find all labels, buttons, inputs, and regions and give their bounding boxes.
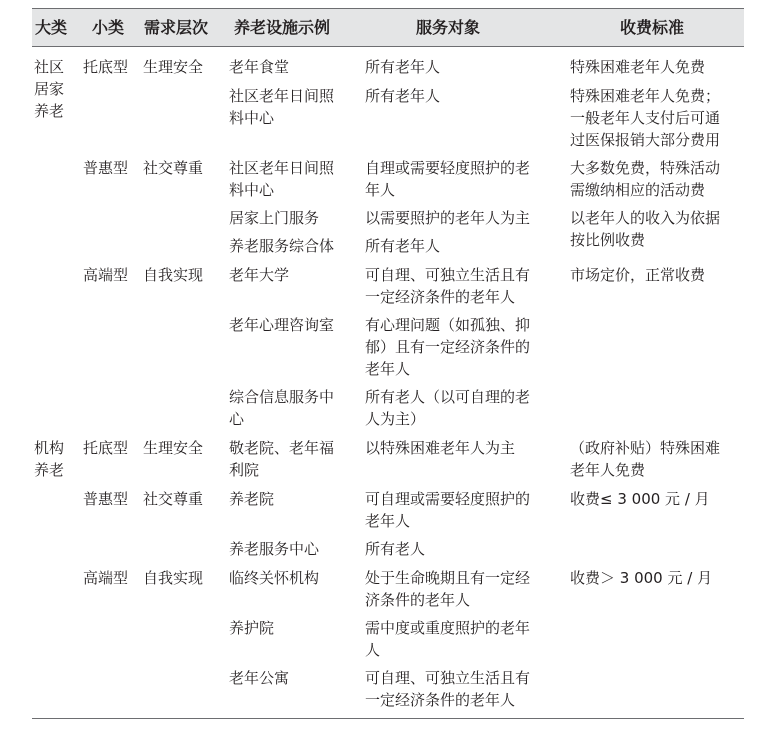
cell-facility: 养护院 <box>229 619 275 637</box>
cell-facility: 老年心理咨询室 <box>229 316 335 334</box>
cell-target: 需中度或重度照护的老年 人 <box>365 619 531 659</box>
cell-target: 所有老年人 <box>365 87 441 105</box>
cell-fee: 以老年人的收入为依据 按比例收费 <box>570 209 721 249</box>
cell-facility: 老年食堂 <box>229 58 290 76</box>
header-service-target: 服务对象 <box>416 18 481 37</box>
cell-level: 自我实现 <box>143 266 204 284</box>
cell-subtype: 高端型 <box>83 266 129 284</box>
cell-facility: 老年公寓 <box>229 669 290 687</box>
cell-target: 可自理、可独立生活且有 一定经济条件的老年人 <box>365 266 531 306</box>
cell-fee: 大多数免费，特殊活动 需缴纳相应的活动费 <box>570 159 721 199</box>
cell-level: 社交尊重 <box>143 159 204 177</box>
header-subtype: 小类 <box>92 18 125 37</box>
cell-fee: 特殊困难老年人免费 <box>570 58 706 76</box>
cell-facility: 养老服务中心 <box>229 540 320 558</box>
cell-target: 以特殊困难老年人为主 <box>365 439 516 457</box>
cell-facility: 居家上门服务 <box>229 209 320 227</box>
header-demand-level: 需求层次 <box>144 18 209 37</box>
cell-facility: 养老服务综合体 <box>229 237 335 255</box>
cell-target: 可自理或需要轻度照护的 老年人 <box>365 490 531 530</box>
cell-facility: 社区老年日间照 料中心 <box>229 159 335 199</box>
cell-category: 机构 养老 <box>34 439 65 479</box>
cell-subtype: 托底型 <box>83 439 129 457</box>
header-facility: 养老设施示例 <box>234 18 331 37</box>
cell-fee: 市场定价，正常收费 <box>570 266 706 284</box>
cell-facility: 养老院 <box>229 490 275 508</box>
cell-facility: 临终关怀机构 <box>229 569 320 587</box>
cell-fee: 收费＞ 3 000 元 / 月 <box>570 569 713 587</box>
cell-fee: （政府补贴）特殊困难 老年人免费 <box>570 439 721 479</box>
header-category: 大类 <box>35 18 68 37</box>
cell-target: 有心理问题（如孤独、抑 郁）且有一定经济条件的 老年人 <box>365 316 531 378</box>
cell-facility: 敬老院、老年福 利院 <box>229 439 335 479</box>
cell-target: 可自理、可独立生活且有 一定经济条件的老年人 <box>365 669 531 709</box>
cell-level: 生理安全 <box>143 439 204 457</box>
table-bottom-rule <box>32 718 744 719</box>
cell-target: 所有老人（以可自理的老 人为主） <box>365 388 531 428</box>
cell-facility: 老年大学 <box>229 266 290 284</box>
cell-subtype: 高端型 <box>83 569 129 587</box>
cell-fee: 特殊困难老年人免费； 一般老年人支付后可通 过医保报销大部分费用 <box>570 87 721 149</box>
cell-facility: 社区老年日间照 料中心 <box>229 87 335 127</box>
cell-target: 处于生命晚期且有一定经 济条件的老年人 <box>365 569 531 609</box>
table-header <box>32 8 744 47</box>
cell-level: 社交尊重 <box>143 490 204 508</box>
cell-target: 所有老年人 <box>365 58 441 76</box>
cell-subtype: 托底型 <box>83 58 129 76</box>
cell-target: 所有老年人 <box>365 237 441 255</box>
cell-target: 所有老人 <box>365 540 426 558</box>
cell-target: 自理或需要轻度照护的老 年人 <box>365 159 531 199</box>
cell-facility: 综合信息服务中 心 <box>229 388 335 428</box>
cell-fee: 收费≤ 3 000 元 / 月 <box>570 490 710 508</box>
cell-level: 生理安全 <box>143 58 204 76</box>
cell-category: 社区 居家 养老 <box>34 58 65 120</box>
cell-subtype: 普惠型 <box>83 159 129 177</box>
cell-subtype: 普惠型 <box>83 490 129 508</box>
cell-target: 以需要照护的老年人为主 <box>365 209 531 227</box>
cell-level: 自我实现 <box>143 569 204 587</box>
header-fee-standard: 收费标准 <box>620 18 685 37</box>
